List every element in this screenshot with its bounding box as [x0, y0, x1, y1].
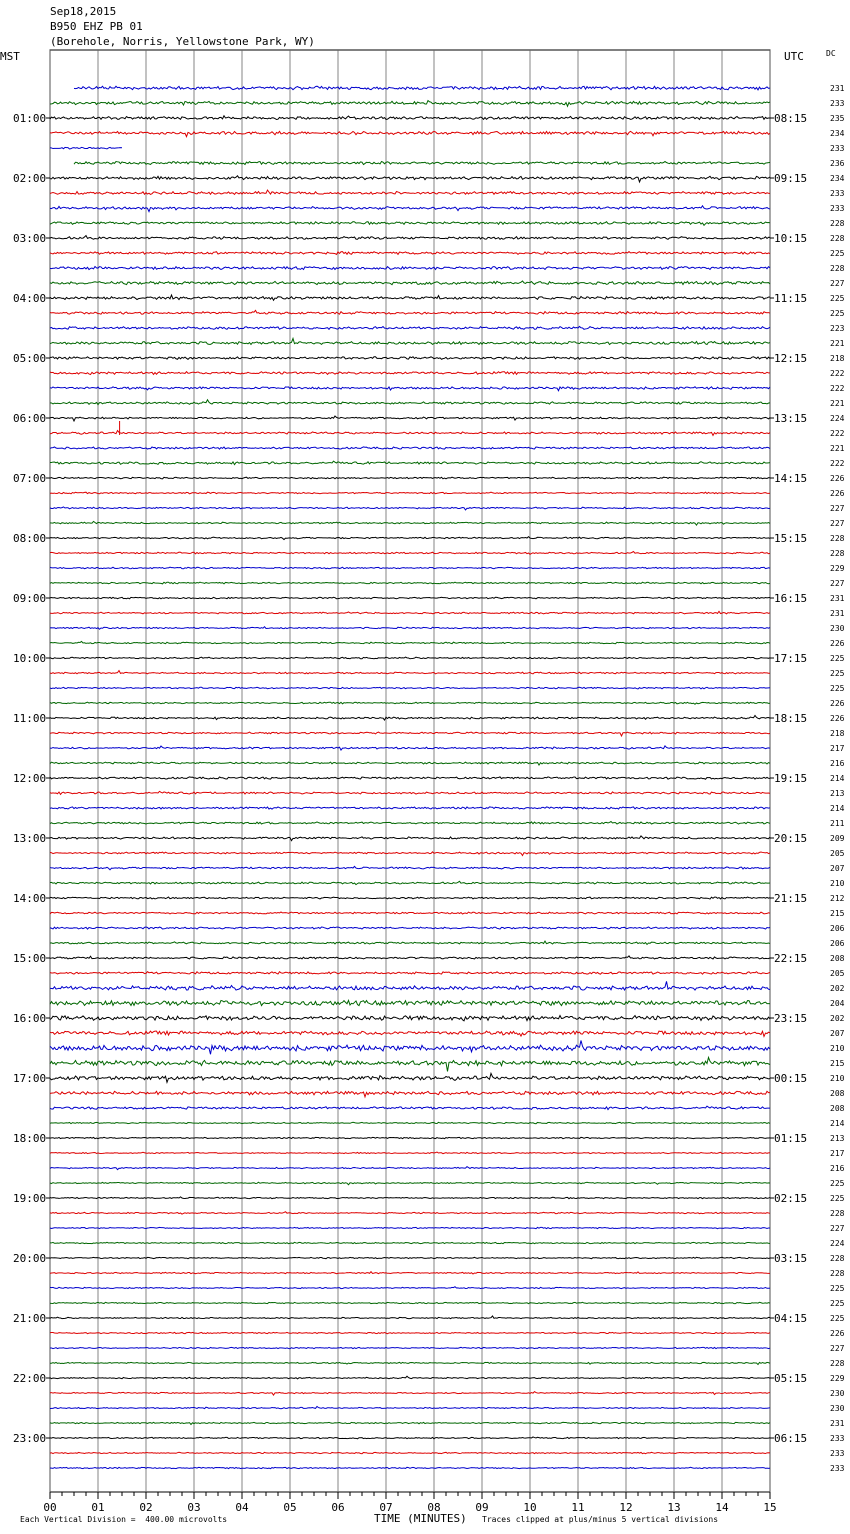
- seismic-trace: [50, 252, 770, 255]
- dc-value: 225: [830, 249, 845, 258]
- mst-hour-label: 04:00: [13, 292, 47, 305]
- mst-hour-label: 03:00: [13, 232, 47, 245]
- mst-hour-label: 15:00: [13, 952, 47, 965]
- seismic-trace: [50, 1137, 770, 1138]
- dc-value: 218: [830, 729, 845, 738]
- seismic-trace: [50, 1422, 770, 1424]
- seismic-trace: [50, 746, 770, 750]
- dc-column-label: DC: [826, 49, 836, 58]
- seismic-trace: [50, 1467, 770, 1468]
- dc-value: 214: [830, 1119, 845, 1128]
- seismic-trace: [50, 1362, 770, 1364]
- seismic-trace: [50, 1406, 770, 1408]
- dc-value: 226: [830, 1329, 845, 1338]
- dc-value: 227: [830, 504, 845, 513]
- mst-hour-label: 12:00: [13, 772, 47, 785]
- x-tick-label: 08: [427, 1501, 441, 1514]
- dc-value: 225: [830, 669, 845, 678]
- mst-hour-label: 08:00: [13, 532, 47, 545]
- seismic-trace: [50, 702, 770, 704]
- dc-value: 210: [830, 879, 845, 888]
- seismic-trace: [50, 1197, 770, 1199]
- seismic-trace: [50, 1452, 770, 1453]
- seismic-trace: [50, 267, 770, 270]
- seismic-trace: [50, 1302, 770, 1303]
- dc-value: 228: [830, 264, 845, 273]
- utc-hour-label: 05:15: [774, 1372, 808, 1385]
- seismic-trace: [50, 1091, 770, 1097]
- seismic-trace: [50, 357, 770, 360]
- mst-hour-label: 17:00: [13, 1072, 47, 1085]
- x-tick-label: 06: [331, 1501, 345, 1514]
- dc-value: 204: [830, 999, 845, 1008]
- seismic-trace: [50, 881, 770, 884]
- dc-value: 226: [830, 489, 845, 498]
- utc-hour-label: 23:15: [774, 1012, 808, 1025]
- seismic-trace: [50, 627, 770, 630]
- seismic-trace: [50, 1347, 770, 1348]
- seismic-trace: [74, 86, 770, 90]
- seismic-trace: [50, 1392, 770, 1395]
- x-tick-label: 11: [571, 1501, 585, 1514]
- seismic-trace: [50, 1242, 770, 1243]
- dc-value: 233: [830, 1464, 845, 1473]
- seismic-trace: [50, 507, 770, 510]
- seismic-trace: [50, 477, 770, 479]
- dc-value: 221: [830, 339, 845, 348]
- seismic-trace: [74, 162, 770, 165]
- dc-value: 225: [830, 1284, 845, 1293]
- station-location: (Borehole, Norris, Yellowstone Park, WY): [50, 35, 315, 48]
- dc-value: 222: [830, 369, 845, 378]
- seismic-trace: [50, 447, 770, 449]
- dc-value: 206: [830, 924, 845, 933]
- x-tick-label: 15: [763, 1501, 777, 1514]
- seismic-trace: [50, 941, 770, 944]
- seismic-trace: [50, 101, 770, 107]
- utc-hour-label: 16:15: [774, 592, 808, 605]
- dc-value: 212: [830, 894, 845, 903]
- seismic-trace: [50, 176, 770, 182]
- dc-value: 225: [830, 309, 845, 318]
- utc-hour-label: 22:15: [774, 952, 808, 965]
- seismic-trace: [50, 537, 770, 540]
- dc-value: 225: [830, 1299, 845, 1308]
- seismic-trace: [50, 326, 770, 329]
- dc-value: 213: [830, 789, 845, 798]
- plot-frame: [50, 50, 770, 1492]
- seismic-trace: [50, 1182, 770, 1185]
- utc-hour-label: 11:15: [774, 292, 808, 305]
- seismic-trace: [50, 190, 770, 194]
- dc-value: 216: [830, 1164, 845, 1173]
- dc-value: 236: [830, 159, 845, 168]
- seismic-trace: [50, 387, 770, 391]
- x-tick-label: 02: [139, 1501, 153, 1514]
- seismic-trace: [50, 1376, 770, 1379]
- seismic-trace: [50, 1073, 770, 1082]
- seismic-trace: [50, 852, 770, 856]
- dc-value: 202: [830, 984, 845, 993]
- seismic-trace: [50, 1257, 770, 1259]
- dc-value: 228: [830, 1359, 845, 1368]
- dc-value: 208: [830, 1104, 845, 1113]
- seismic-trace: [50, 310, 770, 314]
- seismic-trace: [50, 492, 770, 494]
- dc-value: 228: [830, 219, 845, 228]
- dc-value: 217: [830, 1149, 845, 1158]
- dc-value: 224: [830, 1239, 845, 1248]
- seismic-trace: [50, 338, 770, 344]
- x-tick-label: 01: [91, 1501, 105, 1514]
- seismic-trace: [50, 791, 770, 794]
- seismic-trace: [50, 1332, 770, 1333]
- mst-hour-label: 05:00: [13, 352, 47, 365]
- dc-value: 230: [830, 1389, 845, 1398]
- dc-value: 226: [830, 639, 845, 648]
- dc-value: 227: [830, 1224, 845, 1233]
- x-tick-label: 07: [379, 1501, 393, 1514]
- mst-hour-label: 13:00: [13, 832, 47, 845]
- seismic-trace: [50, 716, 770, 721]
- dc-value: 221: [830, 399, 845, 408]
- seismic-trace: [50, 687, 770, 689]
- scale-note: Each Vertical Division = 400.00 microvolts: [20, 1515, 228, 1524]
- dc-value: 233: [830, 99, 845, 108]
- dc-value: 229: [830, 564, 845, 573]
- mst-hour-label: 07:00: [13, 472, 47, 485]
- dc-value: 233: [830, 1434, 845, 1443]
- dc-value: 217: [830, 744, 845, 753]
- utc-hour-label: 13:15: [774, 412, 808, 425]
- seismic-trace: [50, 1031, 770, 1036]
- utc-hour-label: 15:15: [774, 532, 808, 545]
- seismic-trace: [50, 400, 770, 405]
- seismic-trace: [50, 461, 770, 464]
- x-tick-label: 09: [475, 1501, 489, 1514]
- dc-value: 228: [830, 234, 845, 243]
- utc-hour-label: 14:15: [774, 472, 808, 485]
- x-axis-title: TIME (MINUTES): [374, 1512, 467, 1525]
- dc-value: 233: [830, 144, 845, 153]
- x-tick-label: 00: [43, 1501, 57, 1514]
- mst-hour-label: 11:00: [13, 712, 47, 725]
- seismic-trace: [50, 897, 770, 899]
- seismic-trace: [50, 1167, 770, 1170]
- dc-value: 208: [830, 1089, 845, 1098]
- utc-hour-label: 04:15: [774, 1312, 808, 1325]
- seismic-trace: [50, 956, 770, 959]
- plot-date: Sep18,2015: [50, 5, 117, 18]
- mst-hour-label: 09:00: [13, 592, 47, 605]
- seismic-trace: [50, 372, 770, 375]
- seismic-trace: [50, 1106, 770, 1109]
- x-tick-label: 04: [235, 1501, 249, 1514]
- dc-value: 214: [830, 804, 845, 813]
- seismic-trace: [50, 641, 770, 643]
- dc-value: 228: [830, 1209, 845, 1218]
- seismic-trace: [50, 116, 770, 120]
- dc-value: 229: [830, 1374, 845, 1383]
- dc-value: 231: [830, 609, 845, 618]
- dc-value: 223: [830, 324, 845, 333]
- seismic-trace: [50, 1152, 770, 1154]
- dc-value: 214: [830, 774, 845, 783]
- utc-hour-label: 21:15: [774, 892, 808, 905]
- dc-value: 230: [830, 624, 845, 633]
- seismic-trace: [50, 1287, 770, 1289]
- utc-hour-label: 00:15: [774, 1072, 808, 1085]
- right-axis-label: UTC: [784, 50, 804, 63]
- mst-hour-label: 18:00: [13, 1132, 47, 1145]
- seismic-trace: [50, 777, 770, 779]
- utc-hour-label: 01:15: [774, 1132, 808, 1145]
- seismic-trace: [50, 972, 770, 974]
- utc-hour-label: 12:15: [774, 352, 808, 365]
- mst-hour-label: 14:00: [13, 892, 47, 905]
- dc-value: 213: [830, 1134, 845, 1143]
- seismic-trace: [50, 912, 770, 914]
- dc-value: 228: [830, 1254, 845, 1263]
- mst-hour-label: 01:00: [13, 112, 47, 125]
- dc-value: 210: [830, 1074, 845, 1083]
- utc-hour-label: 19:15: [774, 772, 808, 785]
- station-code: B950 EHZ PB 01: [50, 20, 143, 33]
- dc-value: 208: [830, 954, 845, 963]
- seismic-trace: [50, 657, 770, 659]
- utc-hour-label: 06:15: [774, 1432, 808, 1445]
- mst-hour-label: 19:00: [13, 1192, 47, 1205]
- dc-value: 216: [830, 759, 845, 768]
- dc-value: 225: [830, 1314, 845, 1323]
- seismic-trace: [50, 431, 770, 436]
- seismic-trace: [50, 131, 770, 136]
- seismic-trace: [50, 762, 770, 765]
- seismic-trace: [50, 836, 770, 841]
- dc-value: 228: [830, 549, 845, 558]
- seismic-trace: [50, 866, 770, 869]
- utc-hour-label: 17:15: [774, 652, 808, 665]
- dc-value: 222: [830, 429, 845, 438]
- utc-hour-label: 10:15: [774, 232, 808, 245]
- dc-value: 207: [830, 1029, 845, 1038]
- dc-value: 227: [830, 1344, 845, 1353]
- dc-value: 231: [830, 594, 845, 603]
- dc-value: 228: [830, 534, 845, 543]
- dc-value: 231: [830, 84, 845, 93]
- x-tick-label: 05: [283, 1501, 297, 1514]
- dc-value: 215: [830, 909, 845, 918]
- seismic-trace: [50, 671, 770, 674]
- left-axis-label: MST: [0, 50, 20, 63]
- seismic-trace: [50, 1437, 770, 1439]
- seismic-trace: [50, 597, 770, 599]
- seismic-trace: [50, 236, 770, 240]
- seismic-trace: [50, 416, 770, 421]
- seismic-trace: [50, 822, 770, 825]
- seismic-trace: [50, 521, 770, 525]
- seismic-trace: [50, 222, 770, 226]
- seismic-trace: [50, 981, 770, 990]
- clip-note: Traces clipped at plus/minus 5 vertical divisions: [482, 1515, 719, 1524]
- dc-value: 224: [830, 414, 845, 423]
- seismic-trace: [50, 567, 770, 569]
- dc-value: 218: [830, 354, 845, 363]
- x-tick-label: 12: [619, 1501, 633, 1514]
- dc-value: 215: [830, 1059, 845, 1068]
- dc-value: 210: [830, 1044, 845, 1053]
- dc-value: 225: [830, 684, 845, 693]
- seismic-trace: [50, 147, 122, 149]
- dc-value: 233: [830, 1449, 845, 1458]
- dc-value: 233: [830, 189, 845, 198]
- seismic-trace: [50, 295, 770, 300]
- dc-value: 207: [830, 864, 845, 873]
- dc-value: 225: [830, 1194, 845, 1203]
- seismic-trace: [50, 1272, 770, 1274]
- dc-value: 226: [830, 474, 845, 483]
- dc-value: 235: [830, 114, 845, 123]
- utc-hour-label: 09:15: [774, 172, 808, 185]
- seismic-trace: [50, 552, 770, 555]
- seismic-trace: [50, 1316, 770, 1319]
- seismic-trace: [50, 611, 770, 613]
- dc-value: 225: [830, 654, 845, 663]
- dc-value: 228: [830, 1269, 845, 1278]
- dc-value: 205: [830, 849, 845, 858]
- seismic-trace: [50, 732, 770, 736]
- dc-value: 205: [830, 969, 845, 978]
- mst-hour-label: 02:00: [13, 172, 47, 185]
- dc-value: 227: [830, 579, 845, 588]
- utc-hour-label: 20:15: [774, 832, 808, 845]
- seismic-trace: [50, 1016, 770, 1021]
- dc-value: 226: [830, 699, 845, 708]
- seismic-trace: [50, 1122, 770, 1123]
- dc-value: 209: [830, 834, 845, 843]
- dc-value: 225: [830, 294, 845, 303]
- dc-value: 222: [830, 384, 845, 393]
- utc-hour-label: 03:15: [774, 1252, 808, 1265]
- seismic-trace: [50, 927, 770, 929]
- dc-value: 211: [830, 819, 845, 828]
- mst-hour-label: 20:00: [13, 1252, 47, 1265]
- mst-hour-label: 16:00: [13, 1012, 47, 1025]
- dc-value: 221: [830, 444, 845, 453]
- mst-hour-label: 21:00: [13, 1312, 47, 1325]
- dc-value: 234: [830, 129, 845, 138]
- seismic-trace: [50, 206, 770, 212]
- seismic-trace: [50, 1041, 770, 1055]
- dc-value: 230: [830, 1404, 845, 1413]
- seismic-trace: [50, 281, 770, 285]
- dc-value: 233: [830, 204, 845, 213]
- mst-hour-label: 10:00: [13, 652, 47, 665]
- dc-value: 231: [830, 1419, 845, 1428]
- seismic-trace: [50, 807, 770, 809]
- utc-hour-label: 18:15: [774, 712, 808, 725]
- x-tick-label: 03: [187, 1501, 201, 1514]
- dc-value: 222: [830, 459, 845, 468]
- x-tick-label: 14: [715, 1501, 729, 1514]
- mst-hour-label: 23:00: [13, 1432, 47, 1445]
- dc-value: 202: [830, 1014, 845, 1023]
- mst-hour-label: 22:00: [13, 1372, 47, 1385]
- dc-value: 226: [830, 714, 845, 723]
- x-tick-label: 10: [523, 1501, 537, 1514]
- utc-hour-label: 02:15: [774, 1192, 808, 1205]
- mst-hour-label: 06:00: [13, 412, 47, 425]
- utc-hour-label: 08:15: [774, 112, 808, 125]
- seismic-trace: [50, 1000, 770, 1005]
- x-tick-label: 13: [667, 1501, 681, 1514]
- dc-value: 206: [830, 939, 845, 948]
- dc-value: 227: [830, 279, 845, 288]
- seismic-trace: [50, 1057, 770, 1071]
- seismic-trace: [50, 582, 770, 584]
- dc-value: 227: [830, 519, 845, 528]
- dc-value: 225: [830, 1179, 845, 1188]
- seismic-trace: [50, 1227, 770, 1228]
- dc-value: 234: [830, 174, 845, 183]
- seismic-trace: [50, 1212, 770, 1214]
